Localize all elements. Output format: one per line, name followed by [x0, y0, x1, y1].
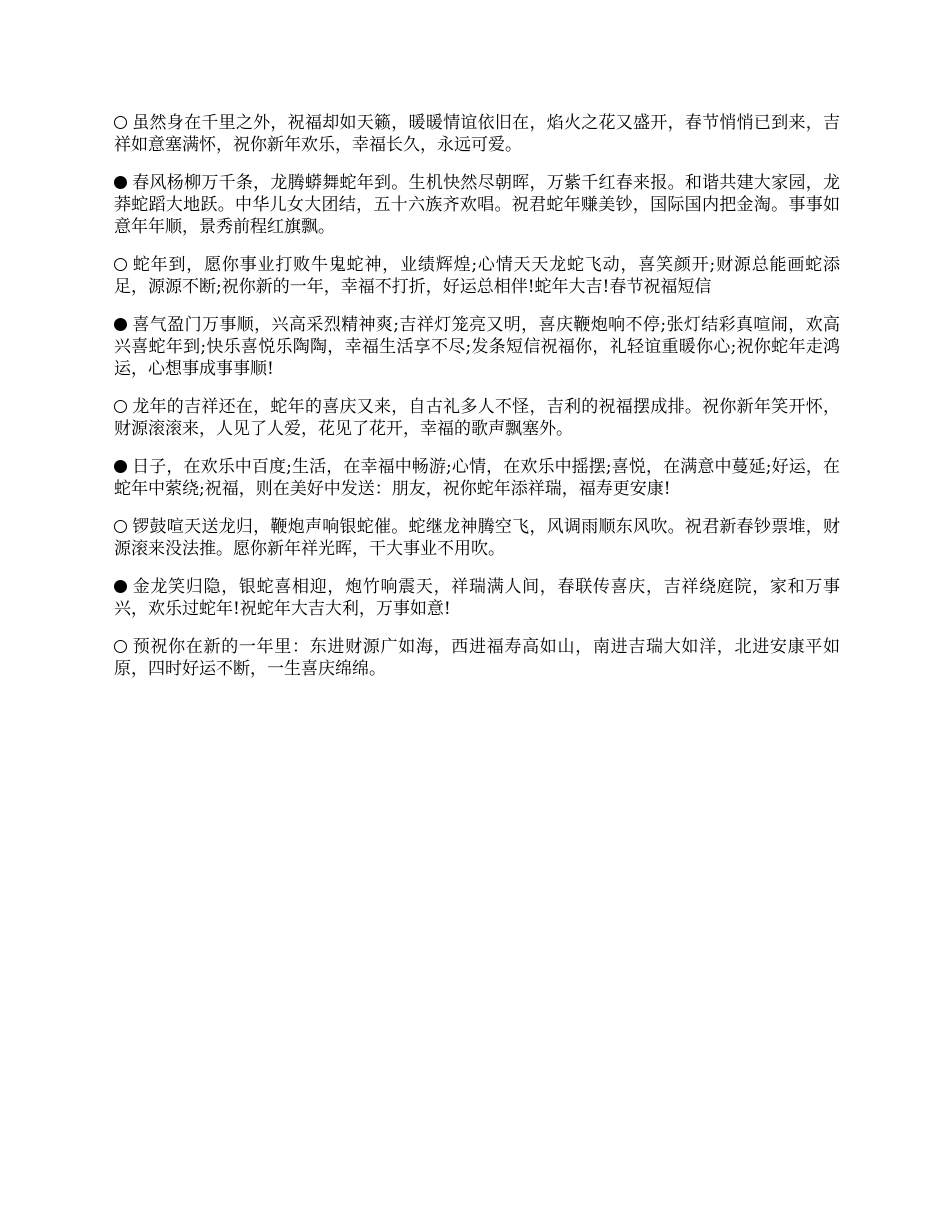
paragraph [114, 172, 840, 238]
paragraph-text: 喜气盈门万事顺，兴高采烈精神爽;吉祥灯笼亮又明，喜庆鞭炮响不停;张灯结彩真喧闹，欢高兴喜蛇年到;快乐喜悦乐陶陶，幸福生活享不尽;发条短信祝福你，礼轻谊重暖你心;祝你蛇年走鸿运，心想事成事事顺! [114, 315, 840, 379]
hollow-circle-bullet-icon [114, 520, 127, 533]
paragraph [114, 456, 840, 500]
paragraph [114, 576, 840, 620]
hollow-circle-bullet-icon [114, 258, 127, 271]
filled-circle-bullet-icon [114, 176, 127, 189]
paragraph-text: 虽然身在千里之外，祝福却如天籁，暖暖情谊依旧在，焰火之花又盛开，春节悄悄已到来，吉祥如意塞满怀，祝你新年欢乐，幸福长久，永远可爱。 [114, 113, 840, 155]
document-body [114, 112, 840, 696]
paragraph [114, 314, 840, 380]
filled-circle-bullet-icon [114, 460, 127, 473]
filled-circle-bullet-icon [114, 580, 127, 593]
hollow-circle-bullet-icon [114, 400, 127, 413]
paragraph [114, 516, 840, 560]
paragraph [114, 112, 840, 156]
paragraph-text: 金龙笑归隐，银蛇喜相迎，炮竹响震天，祥瑞满人间，春联传喜庆，吉祥绕庭院，家和万事兴，欢乐过蛇年!祝蛇年大吉大利，万事如意! [114, 577, 840, 619]
paragraph-text: 龙年的吉祥还在，蛇年的喜庆又来，自古礼多人不怪，吉利的祝福摆成排。祝你新年笑开怀，财源滚滚来，人见了人爱，花见了花开，幸福的歌声飘塞外。 [114, 397, 840, 439]
paragraph-text: 日子，在欢乐中百度;生活，在幸福中畅游;心情，在欢乐中摇摆;喜悦，在满意中蔓延;好运，在蛇年中萦绕;祝福，则在美好中发送：朋友，祝你蛇年添祥瑞，福寿更安康! [114, 457, 840, 499]
hollow-circle-bullet-icon [114, 116, 127, 129]
paragraph [114, 636, 840, 680]
paragraph-text: 蛇年到，愿你事业打败牛鬼蛇神，业绩辉煌;心情天天龙蛇飞动，喜笑颜开;财源总能画蛇添足，源源不断;祝你新的一年，幸福不打折，好运总相伴!蛇年大吉!春节祝福短信 [114, 255, 840, 297]
paragraph [114, 396, 840, 440]
paragraph-text: 春风杨柳万千条，龙腾蟒舞蛇年到。生机快然尽朝晖，万紫千红春来报。和谐共建大家园，龙莽蛇蹈大地跃。中华儿女大团结，五十六族齐欢唱。祝君蛇年赚美钞，国际国内把金淘。事事如意年年顺，景秀前程红旗飘。 [114, 173, 840, 237]
paragraph-text: 锣鼓喧天送龙归，鞭炮声响银蛇催。蛇继龙神腾空飞，风调雨顺东风吹。祝君新春钞票堆，财源滚来没法推。愿你新年祥光晖，干大事业不用吹。 [114, 517, 840, 559]
filled-circle-bullet-icon [114, 318, 127, 331]
hollow-circle-bullet-icon [114, 640, 127, 653]
paragraph-text: 预祝你在新的一年里：东进财源广如海，西进福寿高如山，南进吉瑞大如洋，北进安康平如原，四时好运不断，一生喜庆绵绵。 [114, 637, 840, 679]
paragraph [114, 254, 840, 298]
